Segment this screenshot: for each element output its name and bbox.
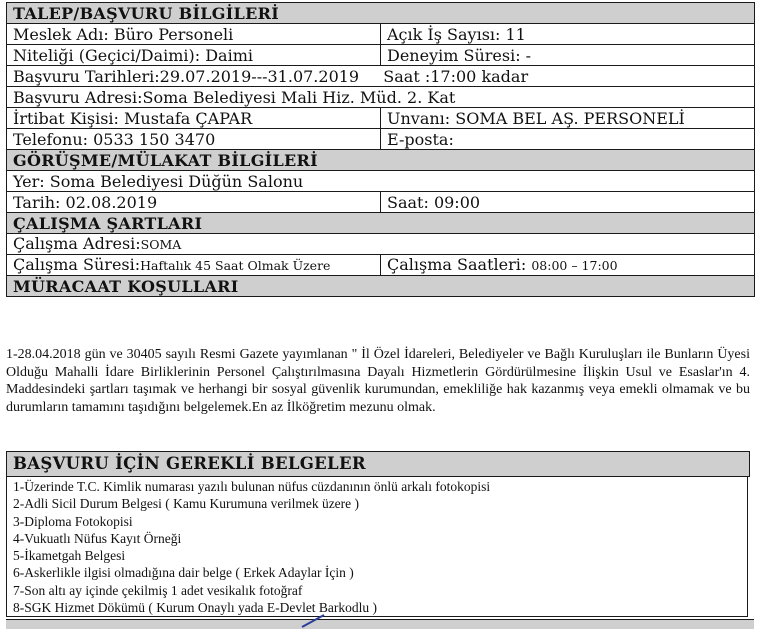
field-calisma-sure bbox=[7, 255, 381, 276]
field-gorusme-tarih: Tarih: 02.08.2019 bbox=[7, 192, 381, 213]
field-irtibat: İrtibat Kişisi: Mustafa ÇAPAR bbox=[7, 108, 381, 129]
field-unvan: Unvanı: SOMA BEL AŞ. PERSONELİ bbox=[381, 108, 755, 129]
calisma-adres-label: Çalışma Adresi: bbox=[13, 234, 141, 253]
field-calisma-saat bbox=[381, 255, 755, 276]
field-calisma-adres bbox=[7, 234, 755, 255]
field-nitelik: Niteliği (Geçici/Daimi): Daimi bbox=[7, 45, 381, 66]
field-gorusme-saat: Saat: 09:00 bbox=[381, 192, 755, 213]
section-header-belgeler: BAŞVURU İÇİN GEREKLİ BELGELER bbox=[6, 451, 750, 477]
field-tarihler: Başvuru Tarihleri:29.07.2019---31.07.2019 bbox=[13, 66, 360, 86]
field-basvuru-saat: Saat :17:00 kadar bbox=[383, 66, 529, 86]
calisma-sure-label: Çalışma Süresi: bbox=[13, 255, 141, 274]
list-item: 8-SGK Hizmet Dökümü ( Kurum Onaylı yada E-Devlet Barkodlu ) bbox=[13, 600, 378, 616]
section-header-talep: TALEP/BAŞVURU BİLGİLERİ bbox=[7, 3, 755, 24]
section-header-calisma: ÇALIŞMA ŞARTLARI bbox=[7, 213, 755, 234]
section-header-muracaat: MÜRACAAT KOŞULLARI bbox=[7, 276, 755, 297]
list-item: 2-Adli Sicil Durum Belgesi ( Kamu Kurumuna verilmek üzere ) bbox=[13, 496, 360, 512]
section-header-gorusme: GÖRÜŞME/MÜLAKAT BİLGİLERİ bbox=[7, 150, 755, 171]
list-item: 7-Son altı ay içinde çekilmiş 1 adet vesikalık fotoğraf bbox=[13, 582, 303, 598]
pen-mark bbox=[300, 614, 330, 628]
form-table bbox=[6, 2, 755, 297]
list-item: 3-Diploma Fotokopisi bbox=[13, 513, 133, 529]
belgeler-list bbox=[6, 477, 748, 617]
application-form bbox=[6, 2, 754, 297]
calisma-saat-value: 08:00 – 17:00 bbox=[531, 258, 618, 273]
calisma-adres-value: SOMA bbox=[140, 237, 182, 252]
field-gorusme-yer: Yer: Soma Belediyesi Düğün Salonu bbox=[7, 171, 755, 192]
list-item: 1-Üzerinde T.C. Kimlik numarası yazılı bulunan nüfus cüzdanının önlü arkalı fotokopisi bbox=[13, 479, 491, 494]
field-telefon: Telefonu: 0533 150 3470 bbox=[7, 129, 381, 150]
list-item: 6-Askerlikle ilgisi olmadığına dair belge ( Erkek Adaylar İçin ) bbox=[13, 565, 354, 581]
field-deneyim: Deneyim Süresi: - bbox=[381, 45, 755, 66]
calisma-sure-value: Haftalık 45 Saat Olmak Üzere bbox=[140, 258, 331, 273]
field-meslek: Meslek Adı: Büro Personeli bbox=[7, 24, 381, 45]
field-tarihler-row bbox=[7, 66, 755, 87]
list-item: 5-İkametgah Belgesi bbox=[13, 548, 126, 564]
calisma-saat-label: Çalışma Saatleri: bbox=[387, 255, 527, 274]
field-adres: Başvuru Adresi:Soma Belediyesi Mali Hiz. Müd. 2. Kat bbox=[7, 87, 755, 108]
muracaat-text: 1-28.04.2018 gün ve 30405 sayılı Resmi Gazete yayımlanan " İl Özel İdareleri, Belediyeler ve Bağlı Kuruluşları ile Bunların Üyesi Olduğu Mahalli İdare Birliklerinin Personel Çalıştırılmasına Dayalı Hizmetlerin Gördürülmesine İlişkin Usul ve Esaslar'ın 4. Maddesindeki şartları taşımak ve herhangi bir sosyal güvenlik kurumundan, emekliliğe hak kazanmış veya emekli olmamak ve bu durumların tamamını taşıdığını belgelemek.En az İlköğretim mezunu olmak. bbox=[6, 347, 750, 415]
field-acik-is: Açık İş Sayısı: 11 bbox=[381, 24, 755, 45]
list-item: 4-Vukuatlı Nüfus Kayıt Örneği bbox=[13, 530, 182, 546]
field-eposta: E-posta: bbox=[381, 129, 755, 150]
